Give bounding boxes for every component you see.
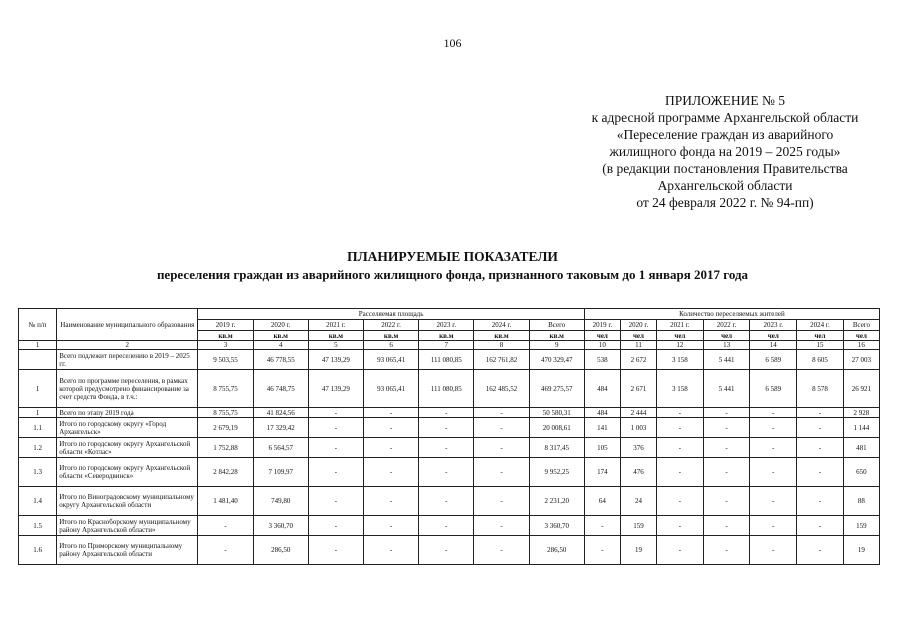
people-value: - bbox=[750, 487, 797, 516]
table-row bbox=[19, 516, 880, 536]
header-column-number: 7 bbox=[419, 341, 474, 350]
appendix-block bbox=[560, 92, 890, 211]
people-value: 19 bbox=[620, 536, 656, 565]
header-year: 2021 г. bbox=[308, 320, 363, 331]
people-value: - bbox=[703, 408, 750, 418]
people-value: - bbox=[750, 516, 797, 536]
area-value: - bbox=[419, 487, 474, 516]
area-value: - bbox=[198, 516, 253, 536]
people-value: 24 bbox=[620, 487, 656, 516]
row-number: 1 bbox=[19, 408, 57, 418]
people-value: - bbox=[657, 418, 704, 438]
header-unit-people: чел bbox=[797, 331, 844, 341]
people-value: - bbox=[584, 516, 620, 536]
header-area-group: Расселяемая площадь bbox=[198, 309, 584, 320]
people-value: - bbox=[703, 487, 750, 516]
header-year: 2022 г. bbox=[364, 320, 419, 331]
people-value: 174 bbox=[584, 458, 620, 487]
header-column-number: 4 bbox=[253, 341, 308, 350]
area-value: 47 139,29 bbox=[308, 350, 363, 370]
people-value: - bbox=[750, 418, 797, 438]
header-unit-area: кв.м bbox=[198, 331, 253, 341]
area-value: 3 360,70 bbox=[253, 516, 308, 536]
area-value: 162 485,52 bbox=[474, 370, 529, 408]
area-value: 2 679,19 bbox=[198, 418, 253, 438]
people-value: - bbox=[797, 438, 844, 458]
people-value: - bbox=[703, 536, 750, 565]
header-unit-area: кв.м bbox=[253, 331, 308, 341]
header-year: Всего bbox=[529, 320, 584, 331]
header-name: Наименование муниципального образования bbox=[57, 309, 198, 341]
header-unit-people: чел bbox=[750, 331, 797, 341]
people-value: 476 bbox=[620, 458, 656, 487]
people-value: 6 589 bbox=[750, 370, 797, 408]
header-year: 2019 г. bbox=[584, 320, 620, 331]
row-number: 1.6 bbox=[19, 536, 57, 565]
people-value: 64 bbox=[584, 487, 620, 516]
header-unit-area: кв.м bbox=[529, 331, 584, 341]
area-value: - bbox=[308, 487, 363, 516]
row-name: Итого по городскому округу Архангельской области «Котлас» bbox=[57, 438, 198, 458]
area-value: 93 065,41 bbox=[364, 370, 419, 408]
people-value: 3 158 bbox=[657, 370, 704, 408]
table-row bbox=[19, 536, 880, 565]
people-value: - bbox=[657, 536, 704, 565]
row-name: Итого по городскому округу «Город Архангельск» bbox=[57, 418, 198, 438]
people-value: - bbox=[750, 458, 797, 487]
area-value: 50 580,31 bbox=[529, 408, 584, 418]
people-value: 8 578 bbox=[797, 370, 844, 408]
people-value: - bbox=[657, 516, 704, 536]
header-year: 2024 г. bbox=[474, 320, 529, 331]
document-subtitle: переселения граждан из аварийного жилищного фонда, признанного таковым до 1 января 2017 года bbox=[156, 267, 749, 282]
row-name: Итого по Красноборскому муниципальному району Архангельской области» bbox=[57, 516, 198, 536]
area-value: 470 329,47 bbox=[529, 350, 584, 370]
appendix-line: от 24 февраля 2022 г. № 94-пп) bbox=[636, 195, 814, 210]
table-body bbox=[19, 350, 880, 565]
header-unit-area: кв.м bbox=[308, 331, 363, 341]
area-value: - bbox=[308, 418, 363, 438]
people-value: - bbox=[584, 536, 620, 565]
area-value: 469 275,57 bbox=[529, 370, 584, 408]
area-value: - bbox=[474, 408, 529, 418]
table-row bbox=[19, 487, 880, 516]
header-unit-people: чел bbox=[657, 331, 704, 341]
people-value: - bbox=[750, 536, 797, 565]
people-value: 481 bbox=[843, 438, 879, 458]
people-value: - bbox=[750, 438, 797, 458]
area-value: 20 008,61 bbox=[529, 418, 584, 438]
area-value: 7 109,97 bbox=[253, 458, 308, 487]
row-number: 1 bbox=[19, 370, 57, 408]
people-value: 141 bbox=[584, 418, 620, 438]
area-value: 8 755,75 bbox=[198, 408, 253, 418]
header-people-group: Количество переселяемых жителей bbox=[584, 309, 879, 320]
header-column-number: 15 bbox=[797, 341, 844, 350]
header-unit-people: чел bbox=[703, 331, 750, 341]
header-unit-people: чел bbox=[584, 331, 620, 341]
area-value: - bbox=[474, 438, 529, 458]
table-row bbox=[19, 438, 880, 458]
area-value: 2 231,20 bbox=[529, 487, 584, 516]
header-year: 2023 г. bbox=[419, 320, 474, 331]
area-value: 41 824,56 bbox=[253, 408, 308, 418]
people-value: 159 bbox=[843, 516, 879, 536]
area-value: - bbox=[308, 408, 363, 418]
appendix-line: (в редакции постановления Правительства bbox=[602, 161, 848, 176]
row-number: 1.3 bbox=[19, 458, 57, 487]
appendix-line: ПРИЛОЖЕНИЕ № 5 bbox=[664, 93, 786, 108]
area-value: - bbox=[474, 458, 529, 487]
header-year: 2024 г. bbox=[797, 320, 844, 331]
area-value: 286,50 bbox=[529, 536, 584, 565]
area-value: - bbox=[308, 516, 363, 536]
people-value: - bbox=[703, 458, 750, 487]
area-value: 8 317,45 bbox=[529, 438, 584, 458]
people-value: - bbox=[703, 438, 750, 458]
area-value: 749,80 bbox=[253, 487, 308, 516]
area-value: 2 842,28 bbox=[198, 458, 253, 487]
area-value: - bbox=[419, 408, 474, 418]
people-value: 538 bbox=[584, 350, 620, 370]
area-value: - bbox=[308, 438, 363, 458]
header-column-number: 2 bbox=[57, 341, 198, 350]
people-value: 5 441 bbox=[703, 370, 750, 408]
appendix-line: к адресной программе Архангельской области bbox=[591, 110, 859, 125]
row-name: Итого по Виноградовскому муниципальному округу Архангельской области bbox=[57, 487, 198, 516]
area-value: - bbox=[474, 418, 529, 438]
row-number: 1.4 bbox=[19, 487, 57, 516]
header-unit-people: чел bbox=[843, 331, 879, 341]
header-column-number: 5 bbox=[308, 341, 363, 350]
people-value: - bbox=[703, 516, 750, 536]
people-value: 5 441 bbox=[703, 350, 750, 370]
area-value: - bbox=[419, 418, 474, 438]
header-column-number: 13 bbox=[703, 341, 750, 350]
appendix-line: жилищного фонда на 2019 – 2025 годы» bbox=[609, 144, 841, 159]
people-value: - bbox=[797, 408, 844, 418]
area-value: 9 952,25 bbox=[529, 458, 584, 487]
area-value: - bbox=[364, 458, 419, 487]
people-value: - bbox=[657, 438, 704, 458]
row-number: 1.5 bbox=[19, 516, 57, 536]
header-year: 2020 г. bbox=[253, 320, 308, 331]
people-value: - bbox=[657, 458, 704, 487]
row-number: 1.1 bbox=[19, 418, 57, 438]
page-number: 106 bbox=[443, 36, 462, 50]
people-value: 2 671 bbox=[620, 370, 656, 408]
people-value: 6 589 bbox=[750, 350, 797, 370]
people-value: 26 921 bbox=[843, 370, 879, 408]
area-value: 3 360,70 bbox=[529, 516, 584, 536]
people-value: 8 605 bbox=[797, 350, 844, 370]
header-column-number: 6 bbox=[364, 341, 419, 350]
area-value: - bbox=[419, 536, 474, 565]
area-value: - bbox=[474, 536, 529, 565]
header-year: 2022 г. bbox=[703, 320, 750, 331]
table-row bbox=[19, 458, 880, 487]
header-year: 2019 г. bbox=[198, 320, 253, 331]
header-column-number: 12 bbox=[657, 341, 704, 350]
row-name: Всего по этапу 2019 года bbox=[57, 408, 198, 418]
table-row bbox=[19, 350, 880, 370]
people-value: - bbox=[797, 536, 844, 565]
appendix-line: «Переселение граждан из аварийного bbox=[616, 127, 834, 142]
people-value: - bbox=[797, 458, 844, 487]
header-year: Всего bbox=[843, 320, 879, 331]
people-value: - bbox=[797, 516, 844, 536]
people-value: 2 928 bbox=[843, 408, 879, 418]
header-unit-area: кв.м bbox=[474, 331, 529, 341]
people-value: - bbox=[657, 487, 704, 516]
area-value: 286,50 bbox=[253, 536, 308, 565]
people-value: 159 bbox=[620, 516, 656, 536]
header-unit-area: кв.м bbox=[364, 331, 419, 341]
people-value: 88 bbox=[843, 487, 879, 516]
area-value: 8 755,75 bbox=[198, 370, 253, 408]
area-value: - bbox=[419, 458, 474, 487]
people-value: - bbox=[703, 418, 750, 438]
people-value: - bbox=[750, 408, 797, 418]
area-value: - bbox=[419, 516, 474, 536]
people-value: 27 003 bbox=[843, 350, 879, 370]
header-column-numbers-row bbox=[19, 341, 880, 350]
area-value: - bbox=[364, 536, 419, 565]
header-year: 2021 г. bbox=[657, 320, 704, 331]
people-value: 484 bbox=[584, 408, 620, 418]
people-value: - bbox=[797, 487, 844, 516]
header-column-number: 9 bbox=[529, 341, 584, 350]
area-value: - bbox=[474, 487, 529, 516]
header-year: 2020 г. bbox=[620, 320, 656, 331]
people-value: 376 bbox=[620, 438, 656, 458]
area-value: 46 778,55 bbox=[253, 350, 308, 370]
area-value: 1 752,88 bbox=[198, 438, 253, 458]
header-column-number: 10 bbox=[584, 341, 620, 350]
people-value: 19 bbox=[843, 536, 879, 565]
header-num: № п/п bbox=[19, 309, 57, 341]
table-row bbox=[19, 370, 880, 408]
row-name: Итого по городскому округу Архангельской области «Северодвинск» bbox=[57, 458, 198, 487]
document-title: ПЛАНИРУЕМЫЕ ПОКАЗАТЕЛИ bbox=[347, 249, 558, 264]
people-value: 3 158 bbox=[657, 350, 704, 370]
area-value: - bbox=[364, 487, 419, 516]
appendix-line: Архангельской области bbox=[657, 178, 793, 193]
area-value: - bbox=[308, 458, 363, 487]
people-value: - bbox=[657, 408, 704, 418]
area-value: 47 139,29 bbox=[308, 370, 363, 408]
indicators-table bbox=[18, 308, 880, 565]
people-value: 1 003 bbox=[620, 418, 656, 438]
people-value: 1 144 bbox=[843, 418, 879, 438]
area-value: - bbox=[364, 516, 419, 536]
header-column-number: 1 bbox=[19, 341, 57, 350]
header-column-number: 11 bbox=[620, 341, 656, 350]
area-value: - bbox=[419, 438, 474, 458]
area-value: - bbox=[474, 516, 529, 536]
area-value: 93 065,41 bbox=[364, 350, 419, 370]
area-value: 162 761,82 bbox=[474, 350, 529, 370]
people-value: 2 444 bbox=[620, 408, 656, 418]
area-value: - bbox=[364, 438, 419, 458]
header-column-number: 3 bbox=[198, 341, 253, 350]
header-unit-area: кв.м bbox=[419, 331, 474, 341]
header-column-number: 16 bbox=[843, 341, 879, 350]
people-value: 484 bbox=[584, 370, 620, 408]
header-column-number: 8 bbox=[474, 341, 529, 350]
people-value: 650 bbox=[843, 458, 879, 487]
table-row bbox=[19, 418, 880, 438]
row-name: Всего по программе переселения, в рамках которой предусмотрено финансирование за счет средств Фонда, в т.ч.: bbox=[57, 370, 198, 408]
area-value: 6 564,57 bbox=[253, 438, 308, 458]
area-value: 111 080,85 bbox=[419, 350, 474, 370]
table-row bbox=[19, 408, 880, 418]
area-value: 46 748,75 bbox=[253, 370, 308, 408]
header-unit-people: чел bbox=[620, 331, 656, 341]
area-value: - bbox=[364, 418, 419, 438]
row-number: 1.2 bbox=[19, 438, 57, 458]
people-value: - bbox=[797, 418, 844, 438]
header-column-number: 14 bbox=[750, 341, 797, 350]
people-value: 105 bbox=[584, 438, 620, 458]
area-value: - bbox=[364, 408, 419, 418]
row-name: Итого по Приморскому муниципальному району Архангельской области bbox=[57, 536, 198, 565]
area-value: - bbox=[198, 536, 253, 565]
row-name: Всего подлежит переселению в 2019 – 2025 гг. bbox=[57, 350, 198, 370]
people-value: 2 672 bbox=[620, 350, 656, 370]
area-value: - bbox=[308, 536, 363, 565]
area-value: 9 503,55 bbox=[198, 350, 253, 370]
area-value: 111 080,85 bbox=[419, 370, 474, 408]
header-year: 2023 г. bbox=[750, 320, 797, 331]
area-value: 1 481,40 bbox=[198, 487, 253, 516]
area-value: 17 329,42 bbox=[253, 418, 308, 438]
row-number bbox=[19, 350, 57, 370]
